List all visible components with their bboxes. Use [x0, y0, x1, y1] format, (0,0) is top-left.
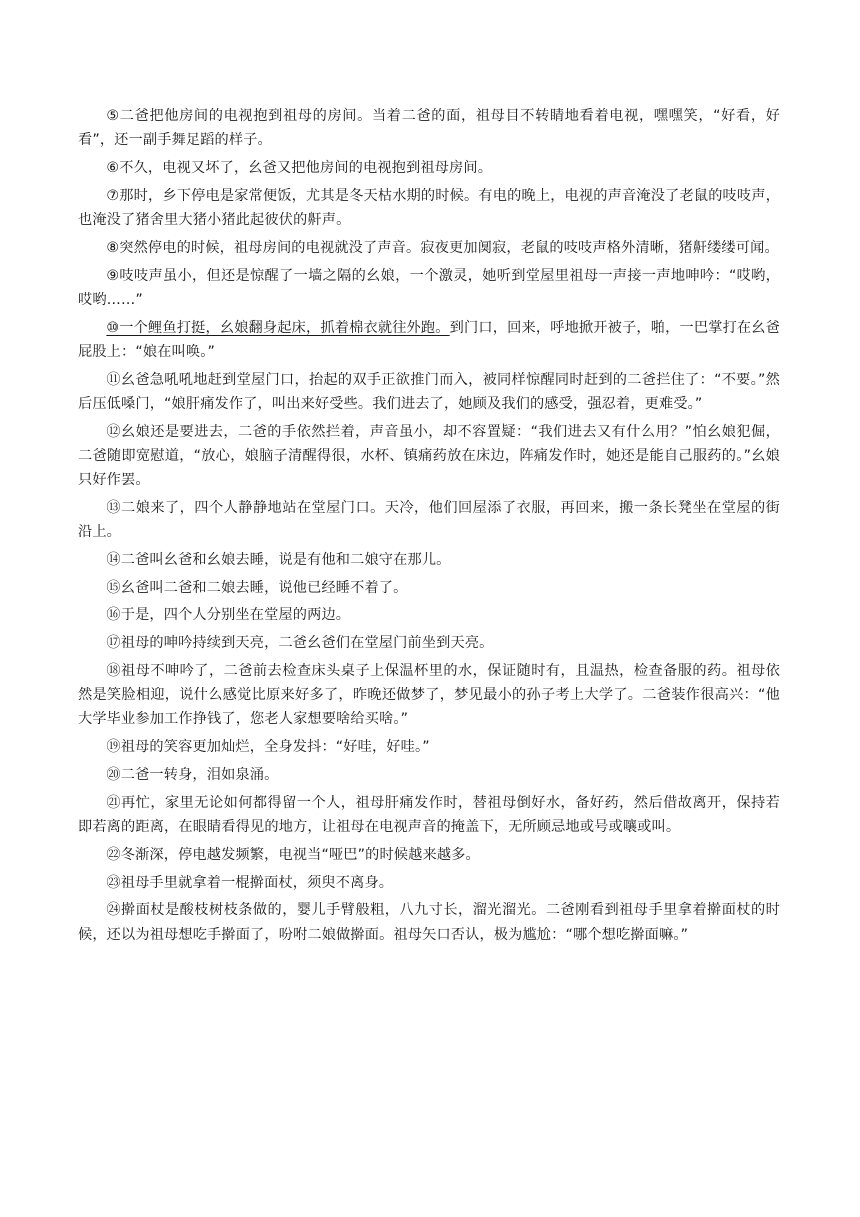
paragraph-13: ⑬二娘来了，四个人静静地站在堂屋门口。天冷，他们回屋添了衣服，再回来，搬一条长凳坐在堂屋的街沿上。 — [78, 499, 780, 540]
paragraph-8: ⑧突然停电的时候，祖母房间的电视就没了声音。寂夜更加阒寂，老鼠的吱吱声格外清晰，猪鼾缕缕可闻。 — [106, 239, 779, 256]
paragraph-19: ⑲祖母的笑容更加灿烂，全身发抖：“好哇，好哇。” — [106, 739, 430, 756]
paragraph-24: ㉔擀面杖是酸枝树枝条做的，婴儿手臂般粗，八九寸长，溜光溜光。二爸刚看到祖母手里拿着擀面杖的时候，还以为祖母想吃手擀面了，吩咐二娘做擀面。祖母矢口否认，极为尴尬：“哪个想吃擀面嘛。” — [78, 902, 780, 943]
paragraph-5: ⑤二爸把他房间的电视抱到祖母的房间。当着二爸的面，祖母目不转睛地看着电视，嘿嘿笑，“好看，好看”，还一副手舞足蹈的样子。 — [78, 108, 780, 149]
paragraph-6: ⑥不久，电视又坏了，幺爸又把他房间的电视抱到祖母房间。 — [106, 160, 493, 176]
underlined-sentence: ⑩一个鲤鱼打挺，幺娘翻身起床，抓着棉衣就往外跑。 — [106, 319, 450, 336]
paragraph-7: ⑦那时，乡下停电是家常便饭，尤其是冬天枯水期的时候。有电的晚上，电视的声音淹没了老鼠的吱吱声，也淹没了猪舍里大猪小猪此起彼伏的鼾声。 — [78, 187, 780, 228]
paragraph-17: ⑰祖母的呻吟持续到天亮，二爸幺爸们在堂屋门前坐到天亮。 — [106, 635, 494, 652]
paragraph-9: ⑨吱吱声虽小，但还是惊醒了一墙之隔的幺娘，一个激灵，她听到堂屋里祖母一声接一声地呻吟：“哎哟，哎哟……” — [78, 267, 780, 308]
paragraph-18: ⑱祖母不呻吟了，二爸前去检查床头桌子上保温杯里的水，保证随时有，且温热，检查备服的药。祖母依然是笑脸相迎，说什么感觉比原来好多了，昨晚还做梦了，梦见最小的孙子考上大学了。二爸装作很高兴：“他大学毕业参加工作挣钱了，您老人家想要啥给买啥。” — [78, 662, 780, 728]
paragraph-22: ㉒冬渐深，停电越发频繁，电视当“哑巴”的时候越来越多。 — [106, 846, 480, 863]
paragraph-10: ⑩一个鲤鱼打挺，幺娘翻身起床，抓着棉衣就往外跑。到门口，回来，呼地掀开被子，啪，一巴掌打在幺爸屁股上：“娘在叫唤。” — [78, 319, 780, 360]
paragraph-12: ⑫幺娘还是要进去，二爸的手依然拦着，声音虽小，却不容置疑：“我们进去又有什么用？”怕幺娘犯倔，二爸随即宽慰道，“放心，娘脑子清醒得很，水杯、镇痛药放在床边，阵痛发作时，她还是能自己服药的。”幺娘只好作罢。 — [78, 423, 780, 488]
paragraph-15: ⑮幺爸叫二爸和二娘去睡，说他已经睡不着了。 — [106, 579, 408, 596]
paragraph-20: ⑳二爸一转身，泪如泉涌。 — [106, 766, 279, 783]
paragraph-23: ㉓祖母手里就拿着一棍擀面杖，须臾不离身。 — [106, 874, 394, 891]
paragraph-21: ㉑再忙，家里无论如何都得留一个人，祖母肝痛发作时，替祖母倒好水，备好药，然后借故离开，保持若即若离的距离，在眼睛看得见的地方，让祖母在电视声音的掩盖下，无所顾忌地或号或嚷或叫。 — [78, 794, 780, 835]
document-body — [78, 104, 780, 950]
paragraph-16: ⑯于是，四个人分别坐在堂屋的两边。 — [106, 607, 351, 624]
paragraph-14: ⑭二爸叫幺爸和幺娘去睡，说是有他和二娘守在那儿。 — [106, 551, 451, 568]
paragraph-11: ⑪幺爸急吼吼地赶到堂屋门口，抬起的双手正欲推门而入，被同样惊醒同时赶到的二爸拦住了：“不要。”然后压低嗓门，“娘肝痛发作了，叫出来好受些。我们进去了，她顾及我们的感受，强忍着，更难受。” — [78, 371, 780, 412]
